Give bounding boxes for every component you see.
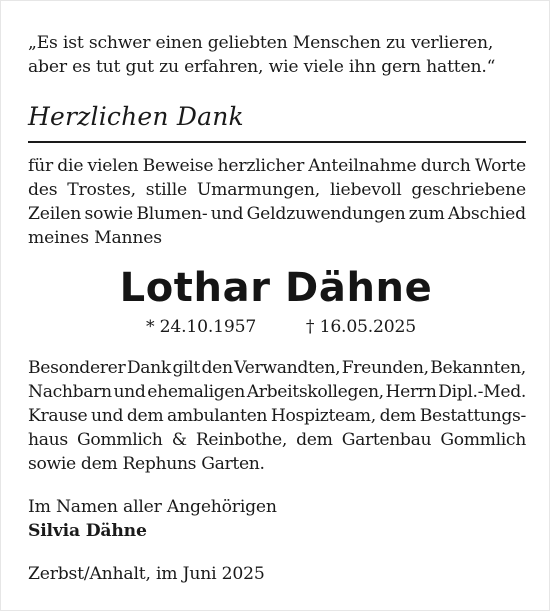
signer-name: Silvia Dähne xyxy=(28,521,147,541)
paragraph-line xyxy=(28,404,526,428)
word: des xyxy=(28,180,58,200)
word: Gartenbau xyxy=(341,430,432,450)
paragraph-line xyxy=(28,356,526,380)
special-thanks-paragraph xyxy=(28,356,526,476)
word: Verwandten, xyxy=(234,358,341,378)
word: ambulanten xyxy=(167,406,268,426)
word: Dipl.-Med. xyxy=(438,382,526,402)
word: dem xyxy=(296,430,333,450)
word: gilt xyxy=(172,358,200,378)
word: geschriebene xyxy=(411,180,526,200)
word: Hospizteam, xyxy=(270,406,376,426)
word: liebevoll xyxy=(329,180,402,200)
deceased-name: Lothar Dähne xyxy=(119,265,433,311)
word: haus xyxy=(28,430,68,450)
word: herzlicher xyxy=(217,156,305,176)
paragraph-line: meines Mannes xyxy=(28,228,162,248)
word: Anteilnahme xyxy=(308,156,417,176)
word: Arbeitskollegen, xyxy=(246,382,384,402)
word: Blumen- xyxy=(136,204,208,224)
quote-line: aber es tut gut zu erfahren, wie viele ihn gern hatten.“ xyxy=(28,57,496,77)
word: Trostes, xyxy=(67,180,136,200)
signoff-text: Im Namen aller Angehörigen xyxy=(28,497,277,517)
word: Dank xyxy=(126,358,171,378)
paragraph-line xyxy=(28,428,526,452)
word: für xyxy=(28,156,54,176)
word: Gommlich xyxy=(76,430,163,450)
word: zum xyxy=(408,204,445,224)
word: sowie xyxy=(84,204,134,224)
word: Zeilen xyxy=(28,204,82,224)
word: den xyxy=(201,358,233,378)
word: ehemaligen xyxy=(147,382,245,402)
word: und xyxy=(91,406,124,426)
word: Bekannten, xyxy=(430,358,526,378)
word: dem xyxy=(126,406,164,426)
word: Bestattungs- xyxy=(419,406,526,426)
word: die xyxy=(57,156,84,176)
paragraph-line xyxy=(28,202,526,226)
memorial-quote xyxy=(28,31,528,79)
quote-line: „Es ist schwer einen geliebten Menschen zu verlieren, xyxy=(28,33,494,53)
word: Beweise xyxy=(142,156,214,176)
word: stille xyxy=(145,180,187,200)
word: vielen xyxy=(87,156,139,176)
word: & xyxy=(171,430,187,450)
word: Gommlich xyxy=(440,430,526,450)
paragraph-line xyxy=(28,380,526,404)
place-and-date: Zerbst/Anhalt, im Juni 2025 xyxy=(28,564,265,584)
word: Abschied xyxy=(447,204,526,224)
divider-rule xyxy=(28,141,526,143)
word: dem xyxy=(379,406,416,426)
birth-date: * 24.10.1957 xyxy=(146,317,257,337)
paragraph-line xyxy=(28,154,526,178)
word: Herrn xyxy=(385,382,437,402)
life-dates xyxy=(146,315,416,339)
word: und xyxy=(113,382,146,402)
heading-thanks: Herzlichen Dank xyxy=(28,102,244,131)
word: Nachbarn xyxy=(28,382,112,402)
paragraph-line: sowie dem Rephuns Garten. xyxy=(28,454,265,474)
word: Besonderer xyxy=(28,358,126,378)
word: Geldzuwendungen xyxy=(246,204,406,224)
word: Reinbothe, xyxy=(195,430,287,450)
paragraph-line xyxy=(28,178,526,202)
word: und xyxy=(210,204,244,224)
word: durch xyxy=(420,156,471,176)
thanks-paragraph xyxy=(28,154,526,250)
word: Krause xyxy=(28,406,88,426)
word: Freunden, xyxy=(341,358,429,378)
word: Worte xyxy=(474,156,526,176)
word: Umarmungen, xyxy=(196,180,321,200)
death-date: † 16.05.2025 xyxy=(305,317,416,337)
